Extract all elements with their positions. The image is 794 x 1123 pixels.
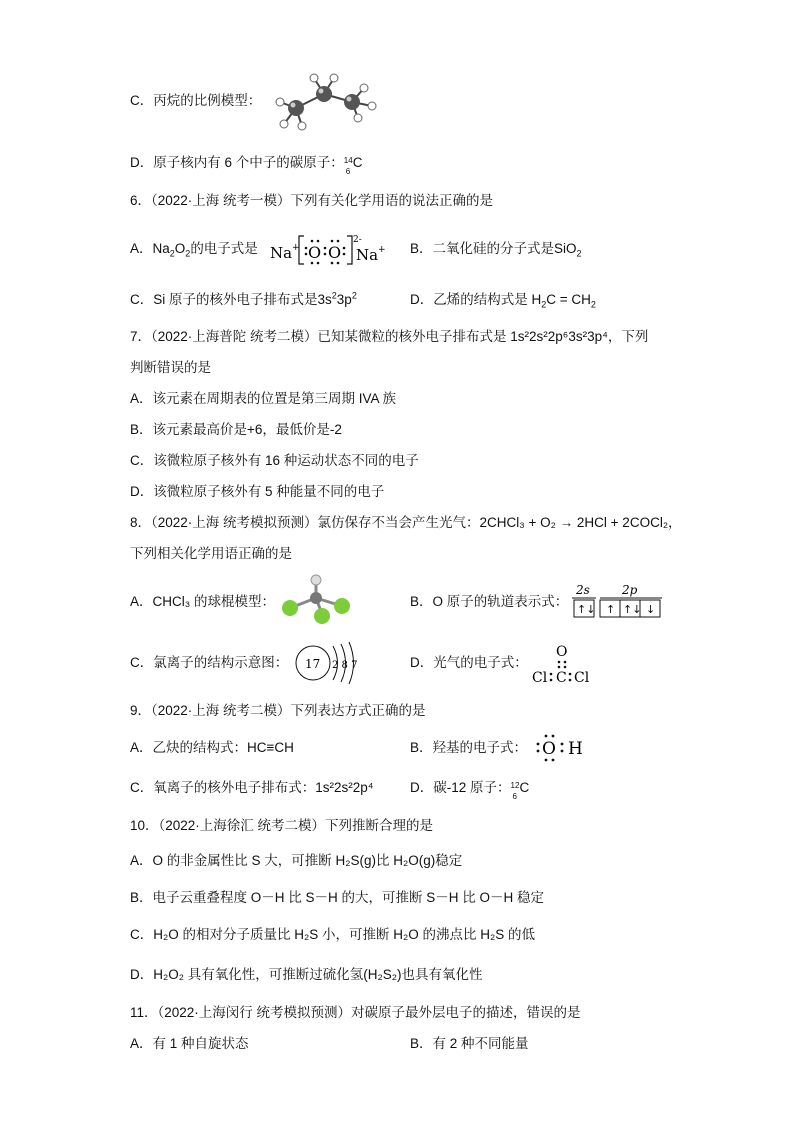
q7-option-a: A．该元素在周期表的位置是第三周期 IVA 族 <box>130 391 397 406</box>
ed-na-left: Na <box>270 244 293 262</box>
ed-o1: O <box>308 243 322 262</box>
q6a-sub2: 2 <box>185 248 191 259</box>
q7-option-d: D．该微粒原子核外有 5 种能量不同的电子 <box>130 484 385 499</box>
svg-text:↑↓: ↑↓ <box>577 603 596 616</box>
question-6: 6．（2022·上海 统考一模）下列有关化学用语的说法正确的是 <box>130 193 494 208</box>
chloride-ion-structure <box>292 640 360 686</box>
orbital-2p-label: 2p <box>622 584 638 597</box>
isotope12-symbol: C <box>519 780 530 795</box>
q6d-sub2: 2 <box>590 299 596 310</box>
phosgene-o: O <box>556 644 568 660</box>
q6-option-b <box>410 240 582 258</box>
q6c-sup1: 2 <box>331 290 337 301</box>
q9-option-a: A．乙炔的结构式：HC≡CH <box>130 740 294 755</box>
phosgene-cl-left: Cl <box>532 670 548 686</box>
q6d-mid: C = CH <box>546 292 591 307</box>
q9-option-b: B．羟基的电子式： <box>410 740 528 755</box>
isotope-z: 6 <box>345 167 351 176</box>
q6-option-c <box>130 291 357 309</box>
question-7-cont: 判断错误的是 <box>130 360 211 375</box>
q6c-text: C．Si 原子的核外电子排布式是3s <box>130 292 332 307</box>
q8-option-c: C．氯离子的结构示意图： <box>130 655 289 670</box>
question-7: 7．（2022·上海普陀 统考二模）已知某微粒的核外电子排布式是 1s²2s²2p⁶3s²3p⁴，下列 <box>130 329 649 344</box>
q8-option-d: D．光气的电子式： <box>410 655 528 670</box>
q10-option-d: D．H₂O₂ 具有氧化性，可推断过硫化氢(H₂S₂)也具有氧化性 <box>130 967 483 982</box>
q7-option-b: B．该元素最高价是+6，最低价是-2 <box>130 422 342 437</box>
question-10: 10．（2022·上海徐汇 统考二模）下列推断合理的是 <box>130 818 434 833</box>
svg-text:↑: ↑ <box>606 603 616 616</box>
q10-option-a: A．O 的非金属性比 S 大，可推断 H₂S(g)比 H₂O(g)稳定 <box>130 853 463 868</box>
question-8-cont: 下列相关化学用语正确的是 <box>130 546 292 561</box>
isotope12-mass: 12 <box>510 781 520 790</box>
option-d-text: D．原子核内有 6 个中子的碳原子： <box>130 155 344 170</box>
q9-option-c: C．氧离子的核外电子排布式：1s²2s²2p⁴ <box>130 780 374 795</box>
q10-option-b: B．电子云重叠程度 O－H 比 S－H 的大，可推断 S－H 比 O－H 稳定 <box>130 890 545 905</box>
isotope-14c <box>343 154 366 176</box>
isotope-mass: 14 <box>343 156 353 165</box>
phosgene-cl-right: Cl <box>574 670 590 686</box>
isotope-symbol: C <box>352 155 363 170</box>
isotope12-z: 6 <box>512 792 517 801</box>
svg-text:↑↓: ↑↓ <box>623 603 642 616</box>
hydroxyl-h: H <box>568 739 583 759</box>
q6d-text: D．乙烯的结构式是 H <box>410 292 542 307</box>
option-d-carbon <box>130 154 366 176</box>
svg-text:↓: ↓ <box>646 603 656 616</box>
q7-option-c: C．该微粒原子核外有 16 种运动状态不同的电子 <box>130 453 419 468</box>
q11-option-a: A．有 1 种自旋状态 <box>130 1036 249 1051</box>
chcl3-ball-stick-model <box>278 574 356 624</box>
q6c-sup2: 2 <box>351 290 357 301</box>
propane-model-figure <box>268 70 383 132</box>
q10-option-c: C．H₂O 的相对分子质量比 H₂S 小，可推断 H₂O 的沸点比 H₂S 的低 <box>130 927 535 942</box>
hydroxyl-electron-formula <box>534 730 586 764</box>
q6-option-d <box>410 291 596 309</box>
question-11: 11．（2022·上海闵行 统考模拟预测）对碳原子最外层电子的描述，错误的是 <box>130 1005 581 1020</box>
isotope-12c <box>510 779 533 801</box>
q6-option-a <box>130 240 258 258</box>
orbital-2s-label: 2s <box>576 584 590 597</box>
ed-na-right: Na <box>356 246 379 264</box>
q9-option-d <box>410 779 533 801</box>
ed-o2: O <box>328 243 342 262</box>
question-8: 8．（2022·上海 统考模拟预测）氯仿保存不当会产生光气：2CHCl₃ + O₂ → 2HCl + 2COCl₂， <box>130 515 682 530</box>
q6b-sub: 2 <box>576 248 582 259</box>
o-orbital-diagram <box>570 584 666 620</box>
hydroxyl-o: O <box>542 739 556 759</box>
phosgene-electron-formula <box>530 644 600 688</box>
q6c-mid: 3p <box>336 292 352 307</box>
q6a-text2: O <box>174 241 186 256</box>
ed-plus-left: + <box>292 243 300 253</box>
ed-charge: 2- <box>353 235 362 245</box>
question-9: 9．（2022·上海 统考二模）下列表达方式正确的是 <box>130 703 426 718</box>
q6a-sub: 2 <box>169 248 175 259</box>
q6a-text: A．Na <box>130 241 170 256</box>
q6d-sub1: 2 <box>541 299 547 310</box>
phosgene-c: C <box>556 670 567 686</box>
option-c-propane: C．丙烷的比例模型： <box>130 93 262 108</box>
shell-electrons: 2 8 7 <box>332 660 358 671</box>
nucleus-17: 17 <box>305 657 321 671</box>
q11-option-b: B．有 2 种不同能量 <box>410 1036 529 1051</box>
q8-option-a: A．CHCl₃ 的球棍模型： <box>130 594 275 609</box>
q6a-tail: 的电子式是 <box>190 241 258 256</box>
q6b-text: B．二氧化硅的分子式是SiO <box>410 241 577 256</box>
q9d-text: D．碳-12 原子： <box>410 780 511 795</box>
q8-option-b: B．O 原子的轨道表示式： <box>410 594 569 609</box>
ed-plus-right: + <box>378 245 386 255</box>
na2o2-electron-formula <box>268 228 388 268</box>
